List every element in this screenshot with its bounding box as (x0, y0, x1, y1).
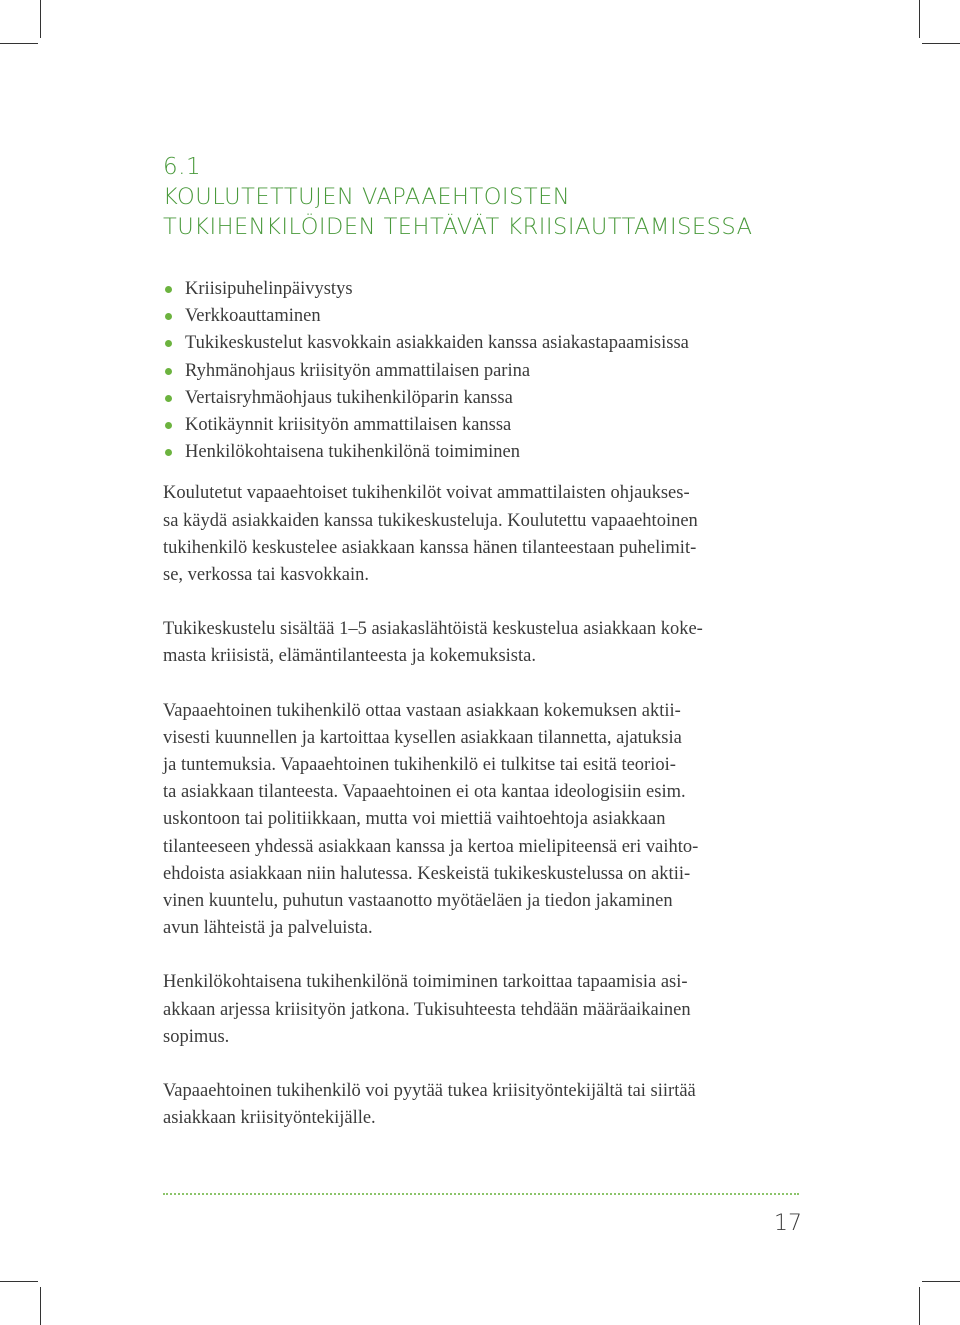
section-number: 6.1 (163, 154, 202, 180)
section-title-line-1: KOULUTETTUJEN VAPAAEHTOISTEN (163, 184, 571, 210)
bullet-dot-icon (165, 395, 172, 402)
bullet-item (163, 330, 803, 357)
bullet-dot-icon (165, 368, 172, 375)
paragraph-personal-support (163, 969, 803, 1051)
bullet-dot-icon (165, 449, 172, 456)
paragraph-volunteer-role (163, 698, 803, 943)
paragraph-line: ta asiakkaan tilanteesta. Vapaaehtoinen ei ota kantaa ideologisiin esim. (163, 782, 686, 803)
crop-mark-bottom-right-horizontal (922, 1281, 960, 1282)
bullet-dot-icon (165, 286, 172, 293)
crop-mark-bottom-right (919, 1287, 920, 1325)
bullet-item-text: Verkkoauttaminen (185, 306, 321, 327)
bullet-dot-icon (165, 340, 172, 347)
crop-mark-top-left-horizontal (0, 43, 38, 44)
paragraph-line: visesti kuunnellen ja kartoittaa kysellen asiakkaan tilannetta, ajatuksia (163, 727, 682, 748)
paragraph-line: ehdoista asiakkaan niin halutessa. Keskeistä tukikeskustelussa on aktii- (163, 863, 691, 884)
bullet-item-text: Vertaisryhmäohjaus tukihenkilöparin kanssa (185, 387, 513, 408)
bullet-item-text: Kriisipuhelinpäivystys (185, 279, 353, 299)
paragraph-line: Henkilökohtaisena tukihenkilönä toimiminen tarkoittaa tapaamisia asi- (163, 972, 688, 993)
paragraph-line: sa käydä asiakkaiden kanssa tukikeskusteluja. Koulutettu vapaaehtoinen (163, 510, 698, 531)
bullet-dot-icon (165, 422, 172, 429)
crop-mark-top-right (919, 0, 920, 38)
bullet-item (163, 439, 803, 466)
bullet-item (163, 358, 803, 385)
paragraph-line: Vapaaehtoinen tukihenkilö ottaa vastaan asiakkaan kokemuksen aktii- (163, 700, 681, 721)
paragraph-line: vinen kuuntelu, puhutun vastaanotto myötäeläen ja tiedon jakaminen (163, 891, 673, 912)
paragraph-line: uskontoon tai politiikkaan, mutta voi miettiä vaihtoehtoja asiakkaan (163, 809, 666, 830)
paragraph-referral (163, 1078, 803, 1132)
bullet-item (163, 412, 803, 439)
crop-mark-top-left (40, 0, 41, 38)
paragraph-line: Vapaaehtoinen tukihenkilö voi pyytää tukea kriisityöntekijältä tai siirtää (163, 1081, 696, 1102)
paragraph-line: akkaan arjessa kriisityön jatkona. Tukisuhteesta tehdään määräaikainen (163, 999, 691, 1020)
bullet-dot-icon (165, 313, 172, 320)
crop-mark-top-right-horizontal (922, 43, 960, 44)
paragraph-line: tilanteeseen yhdessä asiakkaan kanssa ja kertoa mielipiteensä eri vaihto- (163, 836, 699, 857)
footer-dotted-rule (163, 1193, 799, 1195)
paragraph-line: tukihenkilö keskustelee asiakkaan kanssa hänen tilanteestaan puhelimit- (163, 537, 697, 558)
paragraph-line: Koulutetut vapaaehtoiset tukihenkilöt voivat ammattilaisten ohjaukses- (163, 483, 690, 504)
bullet-item (163, 276, 803, 303)
paragraph-line: avun lähteistä ja palveluista. (163, 918, 373, 939)
bullet-item (163, 385, 803, 412)
paragraph-line: se, verkossa tai kasvokkain. (163, 565, 370, 586)
paragraph-line: masta kriisistä, elämäntilanteesta ja kokemuksista. (163, 646, 536, 667)
paragraph-line: Tukikeskustelu sisältää 1–5 asiakaslähtöistä keskustelua asiakkaan koke- (163, 619, 703, 640)
task-bullet-list (163, 276, 803, 466)
paragraph-line: ja tuntemuksia. Vapaaehtoinen tukihenkilö ei tulkitse tai esitä teorioi- (163, 755, 676, 776)
paragraph-line: asiakkaan kriisityöntekijälle. (163, 1108, 376, 1129)
bullet-item-text: Tukikeskustelut kasvokkain asiakkaiden kanssa asiakastapaamisissa (185, 333, 689, 354)
crop-mark-bottom-left (40, 1287, 41, 1325)
crop-mark-bottom-left-horizontal (0, 1281, 38, 1282)
bullet-item-text: Kotikäynnit kriisityön ammattilaisen kanssa (185, 415, 512, 436)
section-title (163, 182, 803, 242)
page-content (163, 152, 803, 1132)
paragraph-line: sopimus. (163, 1026, 230, 1047)
bullet-item-text: Henkilökohtaisena tukihenkilönä toimiminen (185, 442, 520, 463)
page-number: 17 (774, 1211, 802, 1236)
section-title-line-2: TUKIHENKILÖIDEN TEHTÄVÄT KRIISIAUTTAMISESSA (163, 214, 753, 240)
paragraph-trained-volunteers (163, 480, 803, 589)
bullet-item (163, 303, 803, 330)
bullet-item-text: Ryhmänohjaus kriisityön ammattilaisen parina (185, 360, 531, 381)
paragraph-support-conversation (163, 616, 803, 670)
